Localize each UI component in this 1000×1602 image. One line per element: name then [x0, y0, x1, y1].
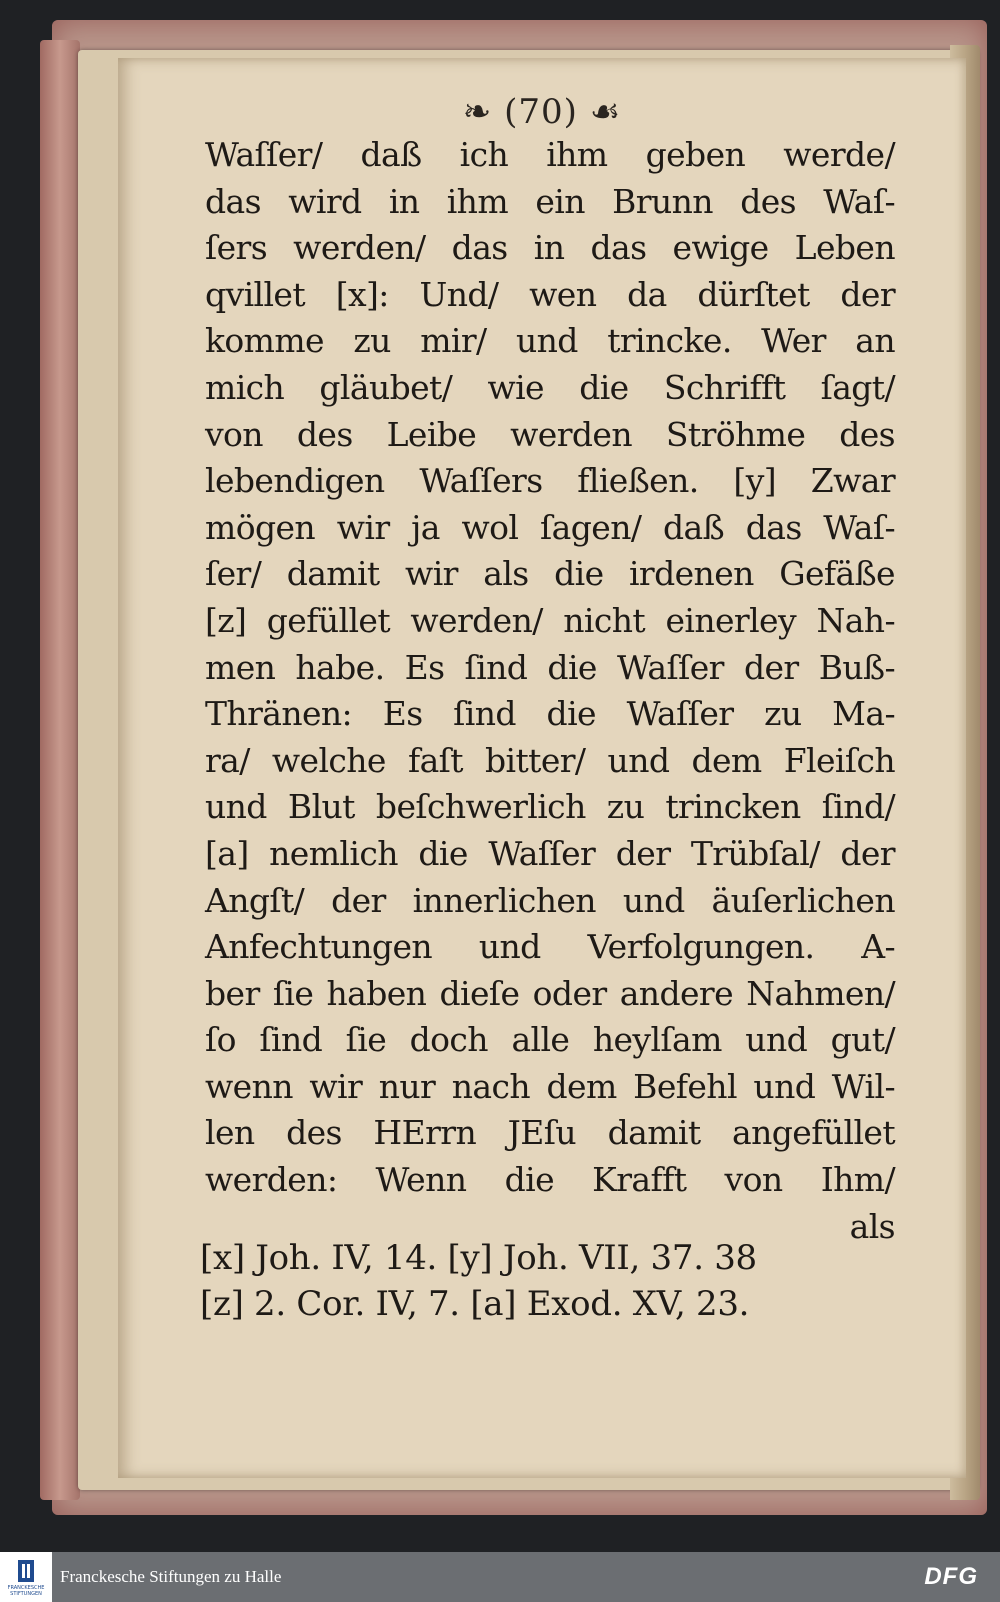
text-line: Waſſer/ daß ich ihm geben werde/ — [205, 135, 895, 174]
text-line: werden: Wenn die Krafft von Ihm/ — [205, 1160, 895, 1200]
catchword: als — [849, 1206, 895, 1246]
viewer-footer — [0, 1552, 1000, 1602]
text-line: Angſt/ der innerlichen und äuſerlichen — [205, 880, 895, 920]
institution-name[interactable]: Franckesche Stiftungen zu Halle — [60, 1567, 282, 1586]
text-line: ſers werden/ das in das ewige Leben — [205, 228, 895, 268]
franckesche-stiftungen-logo[interactable] — [0, 1552, 52, 1602]
text-line: mögen wir ja wol ſagen/ daß das Waſ- — [205, 507, 895, 547]
body-text — [205, 132, 895, 1250]
logo-mark-icon — [18, 1560, 34, 1582]
footnotes — [200, 1235, 890, 1327]
text-line: lebendigen Waſſers fließen. [y] Zwar — [205, 461, 895, 501]
text-line: men habe. Es ſind die Waſſer der Buß- — [205, 647, 895, 687]
text-line: qvillet [x]: Und/ wen da dürſtet der — [205, 274, 895, 314]
text-line: das wird in ihm ein Brunn des Waſ- — [205, 181, 895, 221]
footnote-line: [x] Joh. IV, 14. [y] Joh. VII, 37. 38 — [200, 1238, 757, 1278]
logo-text: FRANCKESCHE STIFTUNGEN — [7, 1585, 45, 1597]
text-line: und Blut beſchwerlich zu trincken ſind/ — [205, 787, 895, 827]
dfg-logo[interactable]: DFG — [924, 1563, 978, 1590]
text-line: Anfechtungen und Verfolgungen. A- — [205, 927, 895, 967]
text-line: mich gläubet/ wie die Schrifft ſagt/ — [205, 367, 895, 407]
text-line: komme zu mir/ und trincke. Wer an — [205, 321, 895, 361]
text-line: wenn wir nur nach dem Befehl und Wil- — [205, 1066, 895, 1106]
page-header: ❧ (70) ☙ — [462, 92, 622, 132]
text-line: ſo ſind ſie doch alle heylſam und gut/ — [205, 1020, 895, 1060]
text-line: Thränen: Es ſind die Waſſer zu Ma- — [205, 694, 895, 734]
text-line: [a] nemlich die Waſſer der Trübſal/ der — [205, 833, 895, 873]
text-line: ra/ welche faſt bitter/ und dem Fleiſch — [205, 740, 895, 780]
text-line: [z] gefüllet werden/ nicht einerley Nah- — [205, 600, 895, 640]
text-line: ſer/ damit wir als die irdenen Gefäße — [205, 554, 895, 594]
footnote-line: [z] 2. Cor. IV, 7. [a] Exod. XV, 23. — [200, 1284, 750, 1324]
text-line: von des Leibe werden Ströhme des — [205, 414, 895, 454]
cover-spine-edge — [40, 40, 80, 1500]
text-line: len des HErrn JEſu damit angefüllet — [205, 1113, 895, 1153]
text-line: ber ſie haben dieſe oder andere Nahmen/ — [205, 973, 895, 1013]
